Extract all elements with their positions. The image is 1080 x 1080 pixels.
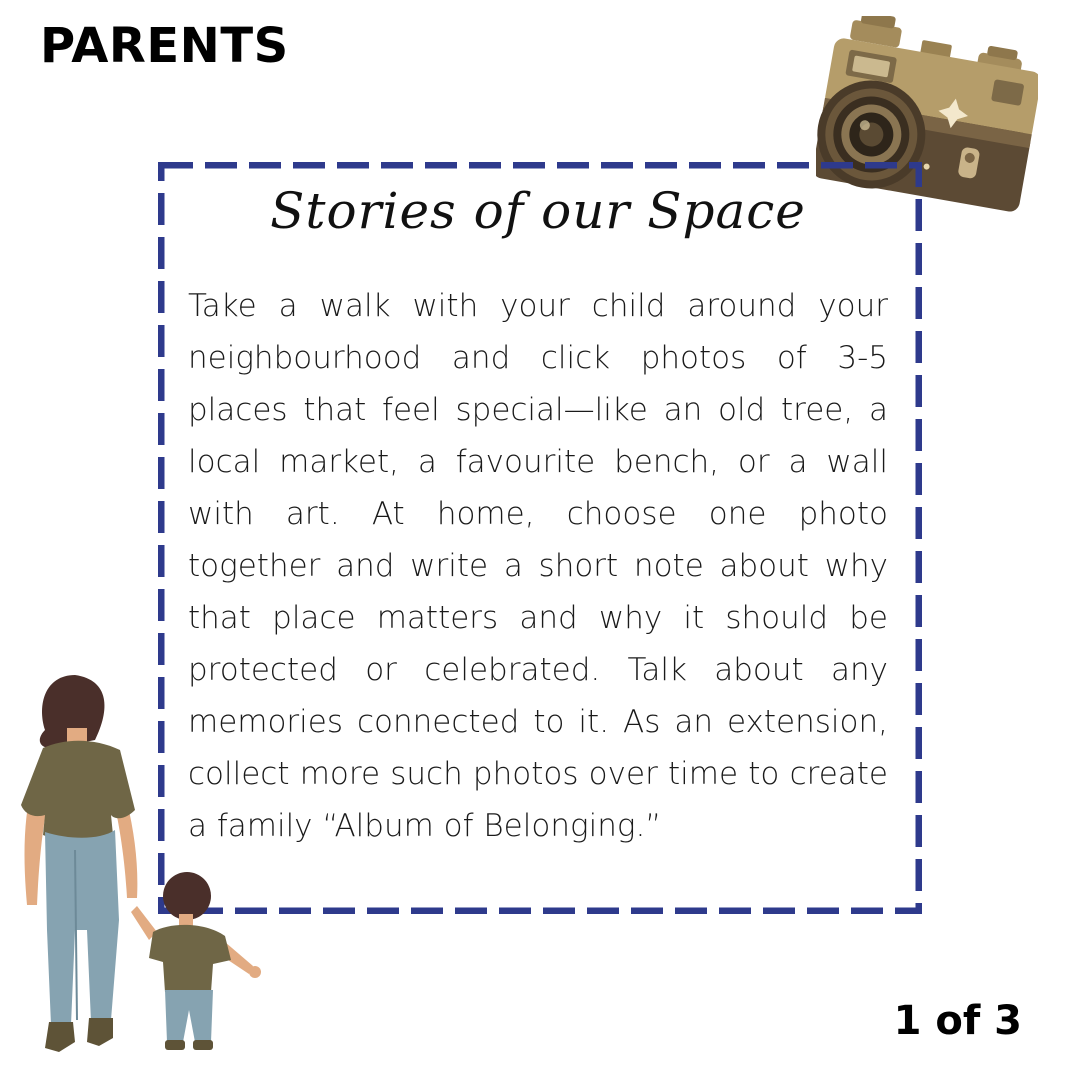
page-title: PARENTS [40,18,289,74]
card-body-text: Take a walk with your child around your neighbourhood and click photos of 3-5 places that feel special—like an old tree, a local market, a favourite bench, or a wall with art. At home, choose one photo together and write a short note about why that place matters and why it should be protected or celebrated. Talk about any memories connected to it. As an extension, collect more such photos over time to create a family “Album of Belonging.” [188,288,888,844]
page-indicator: 1 of 3 [893,998,1022,1044]
card-title: Stories of our Space [270,182,806,240]
parent-child-walking-illustration [15,670,275,1074]
